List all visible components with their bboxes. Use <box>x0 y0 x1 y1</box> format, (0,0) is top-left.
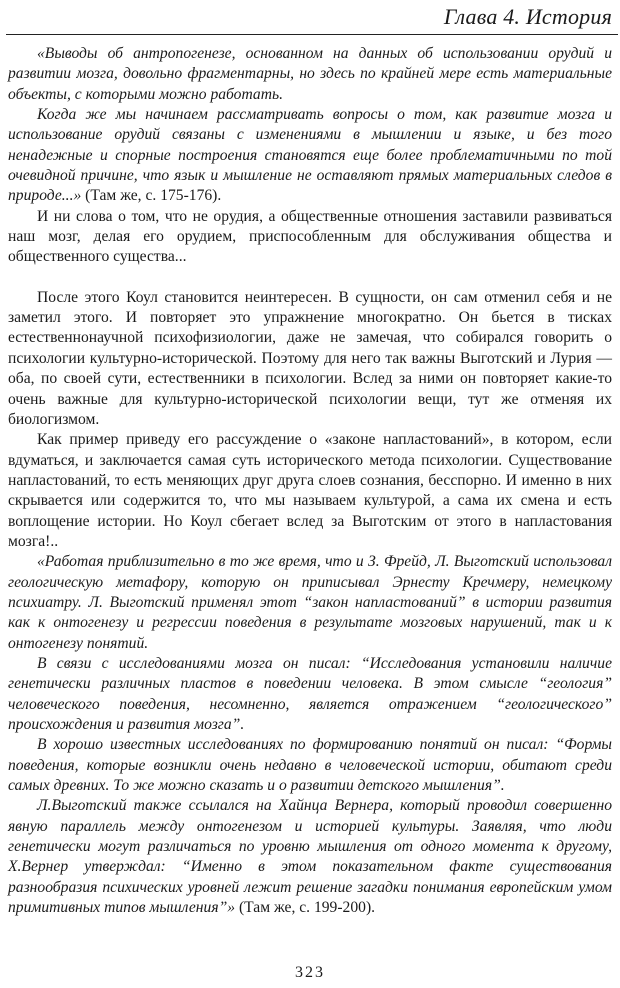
quote-paragraph-3: «Работая приблизительно в то же время, что и З. Фрейд, Л. Выготский использовал геологическую метафору, которую он приписывал Эрнесту Кречмеру, немецкому психиатру. Л. Выготский применял этот “закон напластований” в истории развития как к онтогенезу и регрессии поведения в результате мозговых нарушений, так и к онтогенезу понятий. <box>8 553 612 652</box>
quote-text: Л.Выготский также ссылался на Хайнца Вернера, который проводил совершенно явную параллель между онтогенезом и историей культуры. Заявляя, что люди генетически могут различаться по уровню мышления от одного момента к другому, Х.Вернер утверждал: “Именно в этом показательном факте существования разнообразия психических уровней лежит решение загадки понимания европейским умом примитивных типов мышления”» <box>8 797 612 917</box>
quote-paragraph-1: «Выводы об антропогенезе, основанном на данных об использовании орудий и развитии мозга, довольно фрагментарны, но здесь по крайней мере есть материальные объекты, с которыми можно работать. <box>8 45 612 103</box>
quote-paragraph-5: В хорошо известных исследованиях по формированию понятий он писал: “Формы поведения, которые возникли очень недавно в человеческой истории, обитают среди самых древних. То же можно сказать и о развитии детского мышления”. <box>8 736 612 795</box>
page-number: 323 <box>295 964 325 981</box>
quote-paragraph-6 <box>8 796 612 918</box>
citation: (Там же, с. 175-176). <box>81 187 222 205</box>
body-paragraph-3: Как пример приведу его рассуждение о «законе напластований», в котором, если вдуматься, и заключается самая суть исторического метода психологии. Существование напластований, то есть меняющих друг друга слоев сознания, бесспорно. И именно в них скрывается или содержится то, что мы называем культурой, а сама их смена и есть воплощение истории. Но Коул сбегает вслед за Выготским от этого в напластования мозга!.. <box>8 431 612 550</box>
page-body <box>8 44 612 918</box>
citation: (Там же, с. 199-200). <box>235 899 376 917</box>
quote-paragraph-4: В связи с исследованиями мозга он писал: “Исследования установили наличие генетически различных пластов в поведении человека. В этом смысле “геология” человеческого поведения, несомненно, является отражением “геологического” происхождения и развития мозга”. <box>8 654 612 733</box>
body-paragraph-1: И ни слова о том, что не орудия, а общественные отношения заставили развиваться наш мозг, делая его орудием, приспособленным для обслуживания общества и общественного существа... <box>8 207 612 266</box>
running-title: Глава 4. История <box>443 4 612 29</box>
header-rule <box>6 34 618 35</box>
running-header <box>0 0 620 38</box>
quote-paragraph-2 <box>8 105 612 207</box>
quote-text: Когда же мы начинаем рассматривать вопросы о том, как развитие мозга и использование орудий связаны с изменениями в мышлении и языке, и без того ненадежные и спорные построения становятся еще более проблематичными по той очевидной причине, что язык и мышление не оставляют прямых материальных следов в природе...» <box>8 106 612 205</box>
body-paragraph-2: После этого Коул становится неинтересен. В сущности, он сам отменил себя и не заметил этого. И повторяет это упражнение многократно. Он бьется в тисках естественнонаучной психофизиологии, даже не замечая, что собирался говорить о психологии культурно-исторической. Поэтому для него так важны Выготский и Лурия — оба, по своей сути, естественники в психологии. Вслед за ними он повторяет какие-то очень важные для культурно-исторической психологии вещи, тут же отменяя их биологизмом. <box>8 288 612 428</box>
